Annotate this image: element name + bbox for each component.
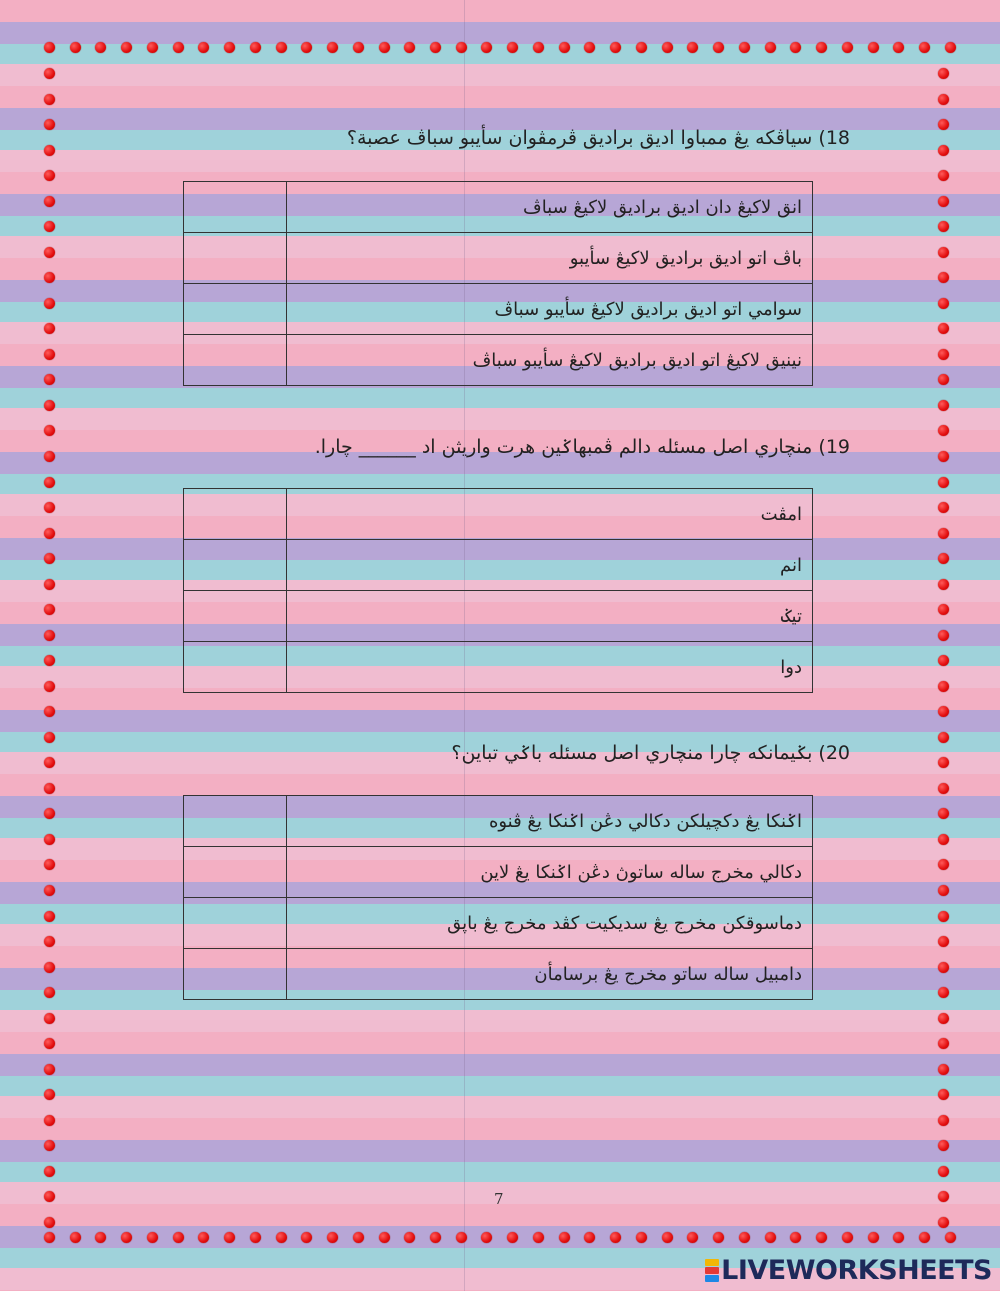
- border-dot: [44, 374, 55, 385]
- border-dot: [938, 1140, 949, 1151]
- border-dot: [456, 42, 467, 53]
- question-19-text: 19) منچاري اصل مسئله دالم ڤمبهاݢين هرت واريثن اد ______ چارا.: [314, 436, 850, 458]
- border-dot: [938, 1191, 949, 1202]
- border-dot: [379, 42, 390, 53]
- border-dot: [70, 42, 81, 53]
- border-dot: [173, 1232, 184, 1243]
- border-dot: [816, 42, 827, 53]
- border-dot: [919, 1232, 930, 1243]
- border-dot: [938, 911, 949, 922]
- border-dot: [198, 1232, 209, 1243]
- border-dot: [121, 42, 132, 53]
- border-dot: [44, 298, 55, 309]
- border-dot: [301, 1232, 312, 1243]
- border-dot: [44, 94, 55, 105]
- border-dot: [481, 42, 492, 53]
- border-dot: [945, 42, 956, 53]
- border-dot: [404, 42, 415, 53]
- border-dot: [938, 1166, 949, 1177]
- border-dot: [44, 1191, 55, 1202]
- border-dot: [44, 1038, 55, 1049]
- border-dot: [938, 323, 949, 334]
- border-dot: [559, 42, 570, 53]
- border-dot: [893, 42, 904, 53]
- table-row: [184, 591, 813, 642]
- border-dot: [938, 962, 949, 973]
- border-dot: [44, 1013, 55, 1024]
- border-dot: [481, 1232, 492, 1243]
- border-dot: [687, 42, 698, 53]
- border-dot: [44, 1089, 55, 1100]
- border-dot: [44, 528, 55, 539]
- border-dot: [610, 42, 621, 53]
- border-dot: [584, 42, 595, 53]
- border-dot: [44, 1140, 55, 1151]
- border-dot: [44, 323, 55, 334]
- border-dot: [938, 425, 949, 436]
- border-dot: [739, 42, 750, 53]
- question-20-options: [183, 795, 813, 1000]
- border-dot: [945, 1232, 956, 1243]
- border-dot: [765, 1232, 776, 1243]
- dot-border-bottom: [44, 1232, 956, 1246]
- answer-box[interactable]: [184, 949, 287, 1000]
- question-19-options: [183, 488, 813, 693]
- border-dot: [404, 1232, 415, 1243]
- logo-text: LIVEWORKSHEETS: [721, 1255, 992, 1286]
- border-dot: [44, 502, 55, 513]
- border-dot: [584, 1232, 595, 1243]
- border-dot: [44, 400, 55, 411]
- option-text: امڤت: [287, 489, 813, 540]
- border-dot: [938, 579, 949, 590]
- border-dot: [938, 477, 949, 488]
- border-dot: [44, 425, 55, 436]
- page-number: 7: [494, 1190, 504, 1208]
- border-dot: [44, 681, 55, 692]
- border-dot: [938, 757, 949, 768]
- border-dot: [44, 885, 55, 896]
- answer-box[interactable]: [184, 284, 287, 335]
- table-row: [184, 489, 813, 540]
- border-dot: [44, 808, 55, 819]
- border-dot: [938, 145, 949, 156]
- border-dot: [44, 604, 55, 615]
- table-row: [184, 847, 813, 898]
- answer-box[interactable]: [184, 591, 287, 642]
- logo-icon: [705, 1259, 719, 1283]
- border-dot: [938, 834, 949, 845]
- border-dot: [44, 553, 55, 564]
- border-dot: [938, 451, 949, 462]
- option-text: دکالي مخرج ساله ساتوڽ دڠن اݢنکا يڠ لاين: [287, 847, 813, 898]
- border-dot: [44, 655, 55, 666]
- border-dot: [533, 42, 544, 53]
- answer-box[interactable]: [184, 847, 287, 898]
- answer-box[interactable]: [184, 796, 287, 847]
- border-dot: [44, 272, 55, 283]
- border-dot: [938, 783, 949, 794]
- border-dot: [868, 42, 879, 53]
- border-dot: [662, 1232, 673, 1243]
- question-18-text: 18) سياڤكه يڠ ممباوا اديق براديق ڤرمڤوان سأيبو سباڤ عصبة؟: [346, 127, 850, 149]
- border-dot: [938, 885, 949, 896]
- table-row: [184, 335, 813, 386]
- border-dot: [790, 42, 801, 53]
- table-row: [184, 182, 813, 233]
- table-row: [184, 233, 813, 284]
- border-dot: [938, 681, 949, 692]
- border-dot: [938, 298, 949, 309]
- border-dot: [276, 1232, 287, 1243]
- option-text: انم: [287, 540, 813, 591]
- border-dot: [44, 706, 55, 717]
- border-dot: [765, 42, 776, 53]
- border-dot: [44, 859, 55, 870]
- border-dot: [938, 196, 949, 207]
- border-dot: [44, 962, 55, 973]
- border-dot: [95, 42, 106, 53]
- option-text: نينيق لاکيڠ اتو اديق براديق لاکيڠ سأيبو سباڤ: [287, 335, 813, 386]
- border-dot: [44, 221, 55, 232]
- border-dot: [938, 1064, 949, 1075]
- border-dot: [938, 400, 949, 411]
- table-row: [184, 284, 813, 335]
- border-dot: [250, 1232, 261, 1243]
- border-dot: [44, 911, 55, 922]
- border-dot: [327, 1232, 338, 1243]
- border-dot: [893, 1232, 904, 1243]
- border-dot: [938, 94, 949, 105]
- answer-box[interactable]: [184, 233, 287, 284]
- border-dot: [938, 528, 949, 539]
- liveworksheets-logo: [705, 1255, 992, 1286]
- border-dot: [938, 604, 949, 615]
- border-dot: [938, 936, 949, 947]
- border-dot: [938, 1013, 949, 1024]
- border-dot: [938, 732, 949, 743]
- border-dot: [224, 1232, 235, 1243]
- border-dot: [44, 757, 55, 768]
- border-dot: [44, 196, 55, 207]
- border-dot: [147, 1232, 158, 1243]
- question-20-text: 20) بݢيمانکه چارا منچاري اصل مسئله باݢي تباين؟: [451, 742, 850, 764]
- border-dot: [121, 1232, 132, 1243]
- dot-border-right: [938, 68, 952, 1228]
- answer-box[interactable]: [184, 489, 287, 540]
- question-18-options: [183, 181, 813, 386]
- border-dot: [70, 1232, 81, 1243]
- border-dot: [44, 247, 55, 258]
- border-dot: [44, 630, 55, 641]
- border-dot: [636, 42, 647, 53]
- table-row: [184, 949, 813, 1000]
- option-text: دوا: [287, 642, 813, 693]
- border-dot: [44, 1064, 55, 1075]
- border-dot: [938, 859, 949, 870]
- answer-box[interactable]: [184, 182, 287, 233]
- border-dot: [636, 1232, 647, 1243]
- border-dot: [44, 1217, 55, 1228]
- option-text: انق لاکيڠ دان اديق براديق لاکيڠ سباڤ: [287, 182, 813, 233]
- border-dot: [301, 42, 312, 53]
- border-dot: [868, 1232, 879, 1243]
- border-dot: [44, 68, 55, 79]
- border-dot: [842, 1232, 853, 1243]
- border-dot: [938, 987, 949, 998]
- border-dot: [507, 1232, 518, 1243]
- border-dot: [353, 1232, 364, 1243]
- table-row: [184, 540, 813, 591]
- border-dot: [938, 1217, 949, 1228]
- border-dot: [44, 349, 55, 360]
- border-dot: [44, 579, 55, 590]
- option-text: سوامي اتو اديق براديق لاکيڠ سأيبو سباڤ: [287, 284, 813, 335]
- table-row: [184, 642, 813, 693]
- border-dot: [44, 732, 55, 743]
- border-dot: [353, 42, 364, 53]
- border-dot: [938, 655, 949, 666]
- border-dot: [816, 1232, 827, 1243]
- border-dot: [276, 42, 287, 53]
- border-dot: [44, 42, 55, 53]
- border-dot: [610, 1232, 621, 1243]
- option-text: دماسوقکن مخرج يڠ سديکيت کڤد مخرج يڠ باڽق: [287, 898, 813, 949]
- border-dot: [44, 987, 55, 998]
- border-dot: [533, 1232, 544, 1243]
- border-dot: [938, 221, 949, 232]
- border-dot: [44, 170, 55, 181]
- option-text: دامبيل ساله ساتو مخرج يڠ برسامأن: [287, 949, 813, 1000]
- border-dot: [938, 374, 949, 385]
- option-text: تيݢ: [287, 591, 813, 642]
- border-dot: [44, 936, 55, 947]
- answer-box[interactable]: [184, 540, 287, 591]
- border-dot: [173, 42, 184, 53]
- border-dot: [147, 42, 158, 53]
- border-dot: [379, 1232, 390, 1243]
- border-dot: [938, 68, 949, 79]
- table-row: [184, 796, 813, 847]
- dot-border-top: [44, 42, 956, 56]
- border-dot: [938, 706, 949, 717]
- border-dot: [44, 477, 55, 488]
- answer-box[interactable]: [184, 335, 287, 386]
- border-dot: [739, 1232, 750, 1243]
- border-dot: [44, 1115, 55, 1126]
- border-dot: [224, 42, 235, 53]
- border-dot: [559, 1232, 570, 1243]
- border-dot: [842, 42, 853, 53]
- border-dot: [938, 349, 949, 360]
- border-dot: [713, 1232, 724, 1243]
- border-dot: [938, 1089, 949, 1100]
- border-dot: [430, 1232, 441, 1243]
- border-dot: [938, 630, 949, 641]
- border-dot: [44, 451, 55, 462]
- border-dot: [44, 783, 55, 794]
- border-dot: [507, 42, 518, 53]
- border-dot: [327, 42, 338, 53]
- border-dot: [44, 834, 55, 845]
- border-dot: [938, 119, 949, 130]
- border-dot: [456, 1232, 467, 1243]
- border-dot: [938, 1115, 949, 1126]
- border-dot: [662, 42, 673, 53]
- border-dot: [198, 42, 209, 53]
- border-dot: [44, 145, 55, 156]
- border-dot: [687, 1232, 698, 1243]
- dot-border-left: [44, 68, 58, 1228]
- border-dot: [790, 1232, 801, 1243]
- answer-box[interactable]: [184, 898, 287, 949]
- border-dot: [250, 42, 261, 53]
- border-dot: [919, 42, 930, 53]
- border-dot: [938, 272, 949, 283]
- border-dot: [938, 247, 949, 258]
- border-dot: [44, 1232, 55, 1243]
- border-dot: [95, 1232, 106, 1243]
- border-dot: [713, 42, 724, 53]
- border-dot: [938, 553, 949, 564]
- answer-box[interactable]: [184, 642, 287, 693]
- border-dot: [938, 1038, 949, 1049]
- option-text: باڤ اتو اديق براديق لاکيڠ سأيبو: [287, 233, 813, 284]
- table-row: [184, 898, 813, 949]
- option-text: اݢنکا يڠ دکچيلکن دکالي دڠن اݢنکا يڠ ڤنوه: [287, 796, 813, 847]
- border-dot: [938, 502, 949, 513]
- border-dot: [430, 42, 441, 53]
- border-dot: [44, 119, 55, 130]
- border-dot: [938, 170, 949, 181]
- border-dot: [44, 1166, 55, 1177]
- border-dot: [938, 808, 949, 819]
